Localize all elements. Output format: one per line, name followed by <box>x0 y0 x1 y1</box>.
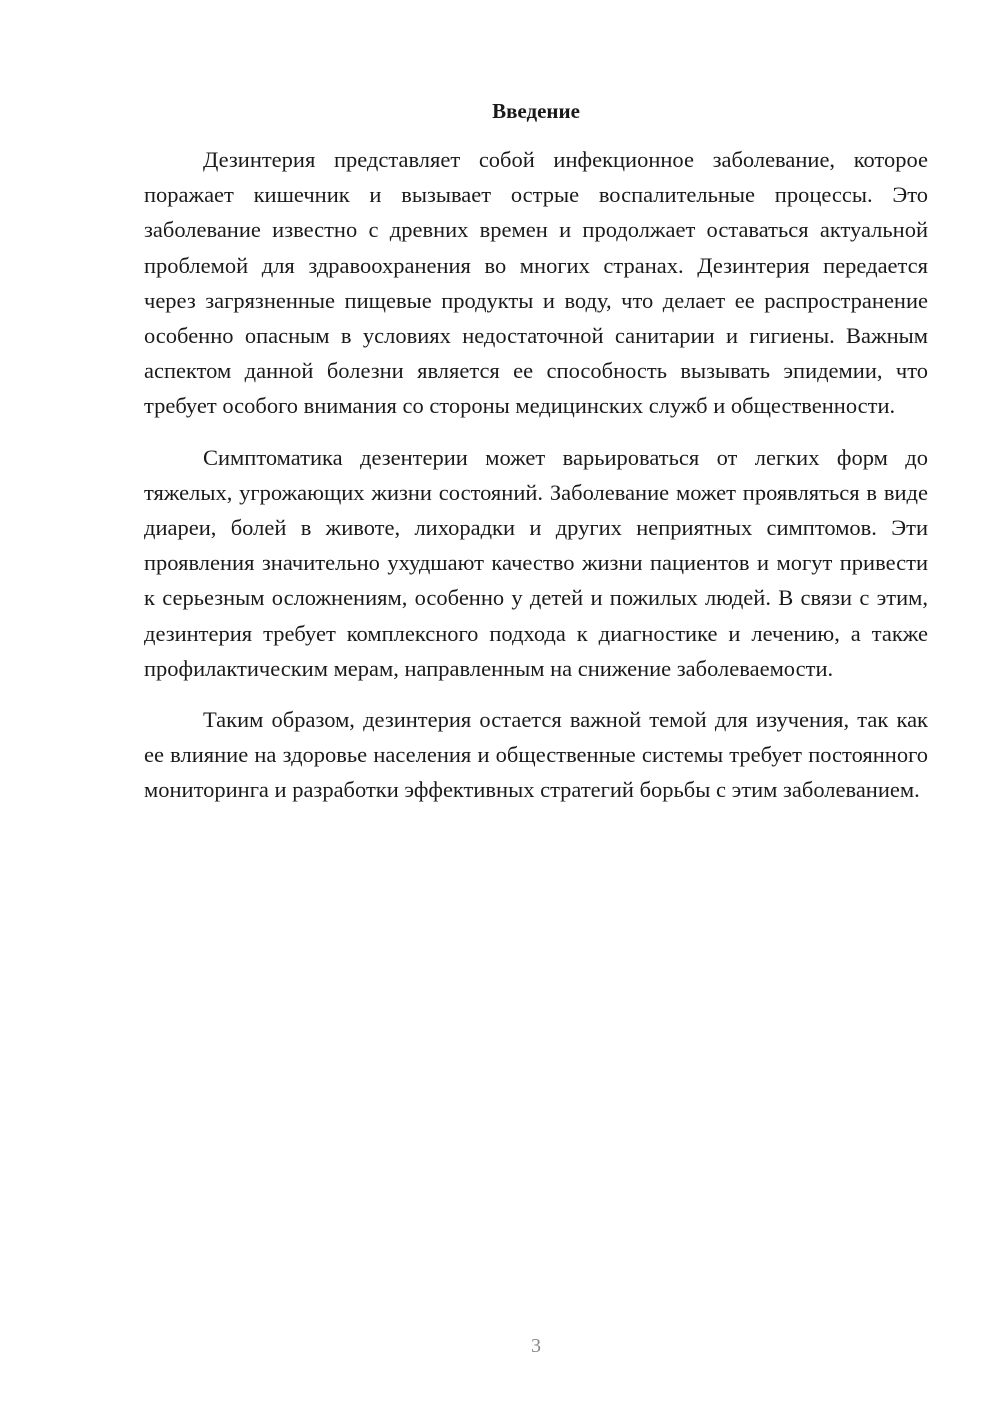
paragraph-2: Симптоматика дезентерии может варьироваться от легких форм до тяжелых, угрожающих жизни состояний. Заболевание может проявляться в виде диареи, болей в животе, лихорадки и других неприятных симптомов. Эти проявления значительно ухудшают качество жизни пациентов и могут привести к серьезным осложнениям, особенно у детей и пожилых людей. В связи с этим, дезинтерия требует комплексного подхода к диагностике и лечению, а также профилактическим мерам, направленным на снижение заболеваемости. <box>144 444 928 681</box>
body-text <box>144 142 928 808</box>
paragraph-1: Дезинтерия представляет собой инфекционное заболевание, которое поражает кишечник и вызывает острые воспалительные процессы. Это заболевание известно с древних времен и продолжает оставаться актуальной проблемой для здравоохранения во многих странах. Дезинтерия передается через загрязненные пищевые продукты и воду, что делает ее распространение особенно опасным в условиях недостаточной санитарии и гигиены. Важным аспектом данной болезни является ее способность вызывать эпидемии, что требует особого внимания со стороны медицинских служб и общественности. <box>144 147 928 419</box>
paragraph-3: Таким образом, дезинтерия остается важной темой для изучения, так как ее влияние на здоровье населения и общественные системы требует постоянного мониторинга и разработки эффективных стратегий борьбы с этим заболеванием. <box>144 707 928 803</box>
section-title: Введение <box>492 99 580 123</box>
page-number: 3 <box>531 1335 541 1357</box>
